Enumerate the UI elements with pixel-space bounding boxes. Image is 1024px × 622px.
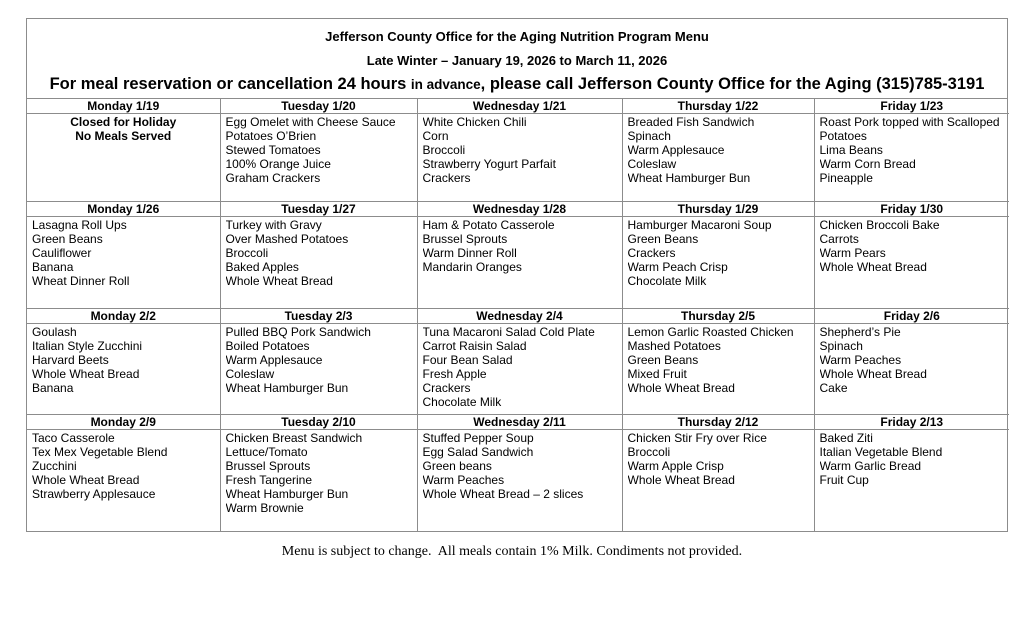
menu-date-range: Late Winter – January 19, 2026 to March 11, 2026 <box>366 53 668 68</box>
menu-item: Over Mashed Potatoes <box>225 232 349 246</box>
day-label: Monday 2/2 <box>27 309 220 324</box>
day-label: Tuesday 1/20 <box>220 99 417 114</box>
menu-item: Warm Peach Crisp <box>627 260 728 274</box>
notice-text-1: For meal reservation or cancellation 24 hours <box>49 75 411 93</box>
day-meal-cell <box>27 217 220 309</box>
menu-item: Italian Vegetable Blend <box>819 445 943 459</box>
menu-item: Broccoli <box>627 445 671 459</box>
day-meal-cell <box>814 217 1009 309</box>
day-meal-cell <box>622 114 814 202</box>
day-label: Wednesday 2/4 <box>417 309 622 324</box>
menu-item: Wheat Hamburger Bun <box>225 381 349 395</box>
day-label: Tuesday 2/10 <box>220 415 417 430</box>
menu-item: Warm Applesauce <box>627 143 725 157</box>
day-label: Thursday 1/22 <box>622 99 814 114</box>
menu-frame <box>26 18 1008 532</box>
menu-item: Green Beans <box>627 353 699 367</box>
menu-item: Warm Brownie <box>225 501 304 515</box>
day-meal-cell <box>417 114 622 202</box>
menu-item: Wheat Hamburger Bun <box>627 171 751 185</box>
menu-item: Warm Pears <box>819 246 886 260</box>
menu-item: Stewed Tomatoes <box>225 143 321 157</box>
menu-item: Whole Wheat Bread <box>225 274 333 288</box>
day-label: Monday 1/26 <box>27 202 220 217</box>
meal-items-row <box>27 217 1009 309</box>
meal-items-row <box>27 430 1009 532</box>
menu-item: Warm Dinner Roll <box>422 246 517 260</box>
menu-item: Strawberry Applesauce <box>32 487 156 501</box>
day-label: Tuesday 1/27 <box>220 202 417 217</box>
menu-header <box>27 19 1007 99</box>
menu-item: Carrots <box>819 232 859 246</box>
day-label: Thursday 1/29 <box>622 202 814 217</box>
menu-item: Brussel Sprouts <box>422 232 508 246</box>
day-label: Monday 1/19 <box>27 99 220 114</box>
menu-item: Chicken Broccoli Bake <box>819 218 940 232</box>
day-meal-cell <box>814 430 1009 532</box>
menu-item: Crackers <box>422 381 471 395</box>
menu-item: Whole Wheat Bread <box>819 260 927 274</box>
menu-item: Broccoli <box>422 143 466 157</box>
day-label: Friday 2/6 <box>814 309 1009 324</box>
day-meal-cell <box>27 430 220 532</box>
meal-items-row <box>27 114 1009 202</box>
menu-item: Coleslaw <box>225 367 275 381</box>
menu-item: Lemon Garlic Roasted Chicken <box>627 325 794 339</box>
menu-item: Lettuce/Tomato <box>225 445 308 459</box>
menu-item: Spinach <box>627 129 671 143</box>
menu-item: Green Beans <box>627 232 699 246</box>
menu-grid-body <box>27 99 1009 531</box>
menu-item: Shepherd’s Pie <box>819 325 901 339</box>
menu-item: Crackers <box>627 246 676 260</box>
day-meal-cell <box>220 324 417 415</box>
menu-item: Whole Wheat Bread <box>627 473 735 487</box>
day-meal-cell <box>417 324 622 415</box>
day-meal-cell <box>220 430 417 532</box>
day-meal-cell <box>622 217 814 309</box>
menu-item: Broccoli <box>225 246 269 260</box>
menu-item: Chocolate Milk <box>422 395 502 409</box>
menu-item: Graham Crackers <box>225 171 321 185</box>
day-meal-cell <box>814 114 1009 202</box>
menu-item: Banana <box>32 260 74 274</box>
menu-item: Chicken Breast Sandwich <box>225 431 363 445</box>
menu-item: Chocolate Milk <box>627 274 707 288</box>
menu-item: Strawberry Yogurt Parfait <box>422 157 556 171</box>
menu-item: Crackers <box>422 171 471 185</box>
day-label: Friday 2/13 <box>814 415 1009 430</box>
menu-item: Stuffed Pepper Soup <box>422 431 534 445</box>
menu-item: Brussel Sprouts <box>225 459 311 473</box>
day-meal-cell <box>622 430 814 532</box>
menu-item: Green beans <box>422 459 492 473</box>
menu-item: Banana <box>32 381 74 395</box>
day-label: Wednesday 1/21 <box>417 99 622 114</box>
menu-item: Turkey with Gravy <box>225 218 322 232</box>
day-header-row <box>27 202 1009 217</box>
day-label: Thursday 2/5 <box>622 309 814 324</box>
menu-item: Taco Casserole <box>32 431 115 445</box>
menu-item: Fresh Apple <box>422 367 487 381</box>
day-meal-cell <box>27 114 220 202</box>
day-meal-cell <box>417 217 622 309</box>
menu-item: Potatoes <box>819 129 867 143</box>
menu-grid <box>27 99 1009 531</box>
day-label: Friday 1/30 <box>814 202 1009 217</box>
day-label: Wednesday 2/11 <box>417 415 622 430</box>
closed-notice: No Meals Served <box>75 129 172 143</box>
menu-item: Warm Peaches <box>819 353 902 367</box>
menu-item: Potatoes O’Brien <box>225 129 317 143</box>
menu-item: Warm Garlic Bread <box>819 459 922 473</box>
menu-item: Chicken Stir Fry over Rice <box>627 431 767 445</box>
notice-text-2: in advance <box>410 77 481 92</box>
menu-item: Baked Apples <box>225 260 299 274</box>
menu-title: Jefferson County Office for the Aging Nutrition Program Menu <box>325 29 709 44</box>
menu-item: Whole Wheat Bread – 2 slices <box>422 487 584 501</box>
menu-item: Wheat Hamburger Bun <box>225 487 349 501</box>
day-meal-cell <box>220 114 417 202</box>
reservation-notice <box>27 68 1007 98</box>
menu-item: 100% Orange Juice <box>225 157 331 171</box>
menu-item: Mixed Fruit <box>627 367 687 381</box>
menu-item: Warm Applesauce <box>225 353 323 367</box>
menu-item: Goulash <box>32 325 77 339</box>
day-header-row <box>27 309 1009 324</box>
menu-item: Wheat Dinner Roll <box>32 274 130 288</box>
day-label: Thursday 2/12 <box>622 415 814 430</box>
menu-item: Coleslaw <box>627 157 677 171</box>
menu-item: Roast Pork topped with Scalloped <box>819 115 1000 129</box>
menu-item: Hamburger Macaroni Soup <box>627 218 772 232</box>
menu-item: Cake <box>819 381 848 395</box>
menu-item: Mandarin Oranges <box>422 260 522 274</box>
menu-item: Tuna Macaroni Salad Cold Plate <box>422 325 595 339</box>
day-header-row <box>27 99 1009 114</box>
day-meal-cell <box>417 430 622 532</box>
menu-item: Whole Wheat Bread <box>819 367 927 381</box>
menu-item: Corn <box>422 129 449 143</box>
menu-item: Spinach <box>819 339 863 353</box>
day-meal-cell <box>814 324 1009 415</box>
menu-item: Harvard Beets <box>32 353 109 367</box>
day-label: Friday 1/23 <box>814 99 1009 114</box>
menu-item: Boiled Potatoes <box>225 339 310 353</box>
menu-item: Whole Wheat Bread <box>32 473 140 487</box>
menu-item: Whole Wheat Bread <box>32 367 140 381</box>
menu-item: Breaded Fish Sandwich <box>627 115 755 129</box>
menu-item: Lima Beans <box>819 143 883 157</box>
day-header-row <box>27 415 1009 430</box>
menu-item: Pineapple <box>819 171 873 185</box>
menu-item: Fresh Tangerine <box>225 473 312 487</box>
day-meal-cell <box>27 324 220 415</box>
menu-item: Cauliflower <box>32 246 92 260</box>
menu-item: Lasagna Roll Ups <box>32 218 127 232</box>
menu-item: White Chicken Chili <box>422 115 527 129</box>
notice-text-3: , please call Jefferson County Office for the Aging (315)785-3191 <box>480 75 985 93</box>
menu-item: Pulled BBQ Pork Sandwich <box>225 325 371 339</box>
menu-item: Green Beans <box>32 232 103 246</box>
menu-item: Whole Wheat Bread <box>627 381 735 395</box>
menu-item: Mashed Potatoes <box>627 339 721 353</box>
day-meal-cell <box>622 324 814 415</box>
day-label: Monday 2/9 <box>27 415 220 430</box>
menu-item: Fruit Cup <box>819 473 869 487</box>
menu-item: Tex Mex Vegetable Blend <box>32 445 168 459</box>
menu-item: Italian Style Zucchini <box>32 339 143 353</box>
menu-item: Egg Omelet with Cheese Sauce <box>225 115 396 129</box>
day-meal-cell <box>220 217 417 309</box>
menu-item: Warm Corn Bread <box>819 157 916 171</box>
menu-item: Carrot Raisin Salad <box>422 339 527 353</box>
menu-item: Baked Ziti <box>819 431 873 445</box>
menu-item: Four Bean Salad <box>422 353 513 367</box>
menu-item: Ham & Potato Casserole <box>422 218 555 232</box>
menu-item: Egg Salad Sandwich <box>422 445 534 459</box>
footer-note: Menu is subject to change. All meals contain 1% Milk. Condiments not provided. <box>281 544 743 559</box>
day-label: Wednesday 1/28 <box>417 202 622 217</box>
closed-notice: Closed for Holiday <box>70 115 177 129</box>
menu-item: Warm Apple Crisp <box>627 459 724 473</box>
day-label: Tuesday 2/3 <box>220 309 417 324</box>
meal-items-row <box>27 324 1009 415</box>
menu-item: Warm Peaches <box>422 473 505 487</box>
menu-item: Zucchini <box>32 459 77 473</box>
